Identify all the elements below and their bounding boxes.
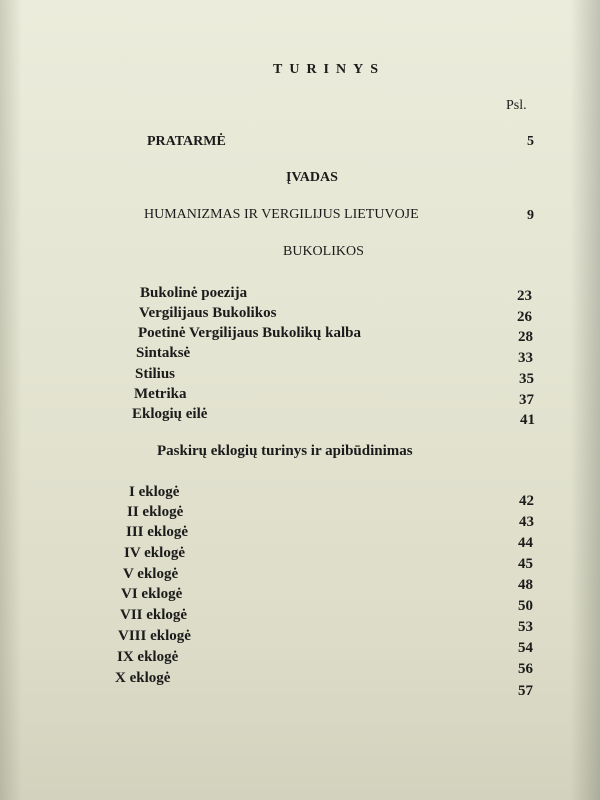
toc-entry-label: I eklogė [129,484,180,500]
toc-entry-page: 37 [519,392,534,408]
toc-entry-page: 26 [517,309,532,325]
toc-entry-pratarme-label: PRATARMĖ [147,134,226,149]
toc-entry-page: 41 [520,412,535,428]
toc-entry-label: IV eklogė [124,545,185,561]
toc-entry-label: III eklogė [126,524,189,540]
toc-entry-page: 54 [518,640,533,656]
toc-entry-page: 50 [518,598,533,614]
toc-entry-label: Sintaksė [136,345,191,361]
section-heading-bukolikos: BUKOLIKOS [283,244,364,259]
toc-entry-label: Poetinė Vergilijaus Bukolikų kalba [138,325,361,341]
toc-entry-page: 43 [519,514,534,530]
toc-entry-page: 53 [518,619,533,635]
toc-entry-page: 57 [518,683,533,699]
toc-entry-label: VIII eklogė [118,628,191,644]
toc-entry-page: 42 [519,493,534,509]
toc-entry-label: II eklogė [127,504,184,520]
toc-heading: TURINYS [273,62,386,77]
toc-entry-label: V eklogė [123,566,179,582]
toc-entry-label: Stilius [135,366,176,382]
section-heading-ivadas: ĮVADAS [286,170,338,185]
toc-entry-page: 33 [518,350,533,366]
toc-entry-label: IX eklogė [117,649,179,665]
toc-entry-label: VII eklogė [120,607,188,623]
toc-entry-page: 35 [519,371,534,387]
toc-entry-label: VI eklogė [121,586,183,602]
toc-entry-humanizmas-label: HUMANIZMAS IR VERGILIJUS LIETUVOJE [144,207,419,222]
page-shadow-right [570,0,600,800]
toc-entry-label: Vergilijaus Bukolikos [139,305,277,321]
toc-entry-page: 45 [518,556,533,572]
toc-entry-pratarme-page: 5 [527,134,534,149]
toc-entry-label: X eklogė [115,670,171,686]
toc-entry-page: 56 [518,661,533,677]
toc-entry-humanizmas-page: 9 [527,208,534,223]
toc-entry-page: 23 [517,288,532,304]
toc-entry-page: 44 [518,535,533,551]
page-column-label: Psl. [506,98,527,113]
toc-entry-label: Eklogių eilė [132,406,208,422]
toc-entry-label: Bukolinė poezija [140,285,248,301]
page-shadow-left [0,0,22,800]
toc-entry-page: 28 [518,329,533,345]
toc-entry-page: 48 [518,577,533,593]
section-heading-paskiru: Paskirų eklogių turinys ir apibūdinimas [157,443,413,459]
toc-entry-label: Metrika [134,386,187,402]
